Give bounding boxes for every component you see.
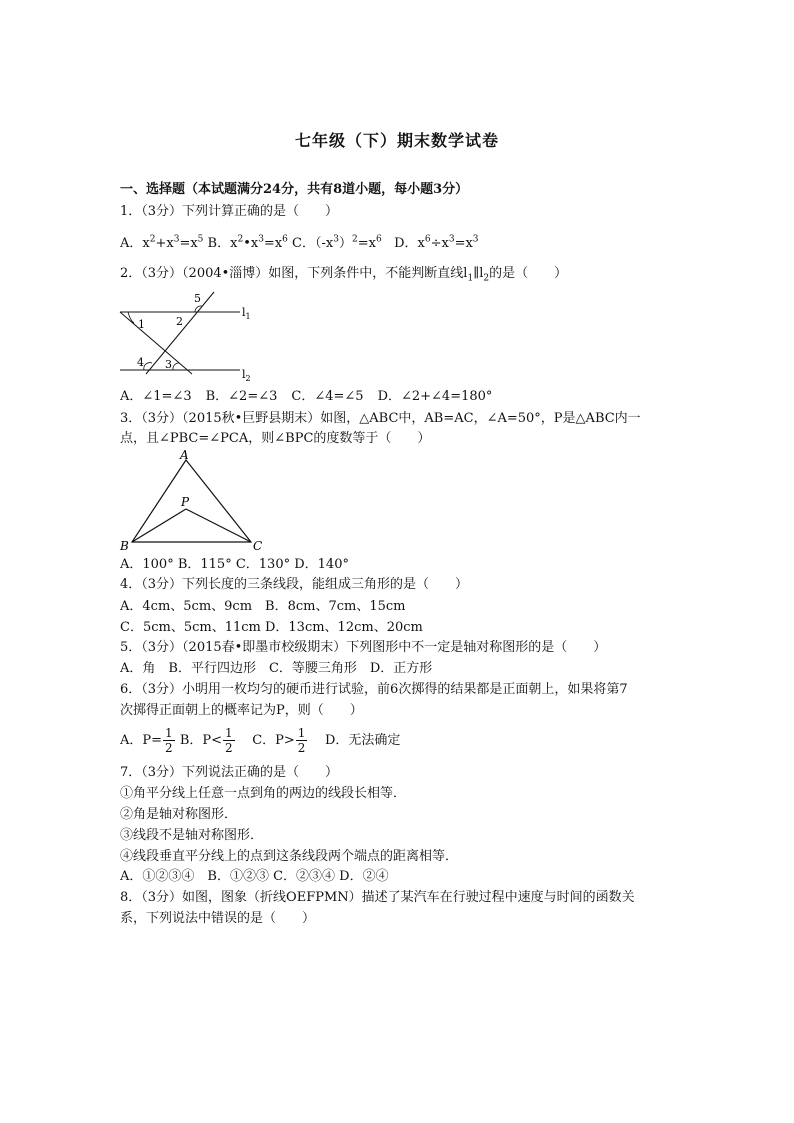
segment-pb <box>132 509 186 542</box>
parallel-lines-figure <box>118 290 268 386</box>
question-4-stem: 4．（3分）下列长度的三条线段，能组成三角形的是（ ） <box>120 577 469 592</box>
question-5-options: A．角 B．平行四边形 C．等腰三角形 D．正方形 <box>120 661 433 676</box>
triangle-abc <box>132 460 251 542</box>
question-4-options-row-2: C．5cm、5cm、11cm D．13cm、12cm、20cm <box>120 620 423 635</box>
question-6-stem-2: 次掷得正面朝上的概率记为P，则（ ） <box>120 703 363 718</box>
option-d-label: D． <box>394 236 418 251</box>
question-3-stem-2: 点，且∠PBC=∠PCA，则∠BPC的度数等于（ ） <box>120 431 431 446</box>
question-7-options: A．①②③④ B．①②③ C．②③④ D．②④ <box>120 869 389 884</box>
option-d: D．无法确定 <box>324 733 401 748</box>
line-label-l2: $l_2$ <box>242 368 251 383</box>
point-label-p: P <box>181 495 190 509</box>
question-3-stem-1: 3．（3分）（2015秋•巨野县期末）如图，△ABC中，AB=AC，∠A=50°，P是△ABC内一 <box>120 411 641 426</box>
option-a-label: A． <box>120 236 143 251</box>
option-a: A．∠1=∠3 <box>120 389 192 404</box>
option-b: B．∠2=∠3 <box>205 389 278 404</box>
vertex-label-b: B <box>120 539 129 553</box>
question-1-options: A．$x^2+x^3=x^5$ B．$x^2•x^3=x^6$ C．$(-x^3)^2=x^6$ D．$x^6\div x^3=x^3$ <box>120 234 479 251</box>
fraction-one-half: $\frac{1}{2}$ <box>225 726 233 755</box>
question-5-stem: 5．（3分）（2015春•即墨市校级期末）下列图形中不一定是轴对称图形的是（ ） <box>120 640 607 655</box>
option-d: D．∠2+∠4=180° <box>377 389 493 404</box>
angle-label-4: 4 <box>137 356 144 369</box>
statement-3: ③线段不是轴对称图形． <box>120 828 264 843</box>
statement-4: ④线段垂直平分线上的点到这条线段两个端点的距离相等． <box>120 849 459 864</box>
transversal-2 <box>146 292 214 374</box>
angle-arc-3 <box>173 363 179 370</box>
angle-label-1: 1 <box>138 318 145 331</box>
line-label-l1: $l_1$ <box>242 306 251 321</box>
option-c-label: C．P> <box>252 733 295 748</box>
question-6-stem-1: 6．（3分）小明用一枚均匀的硬币进行试验，前6次掷得的结果都是正面朝上，如果将第7 <box>120 682 628 697</box>
angle-label-5: 5 <box>194 292 201 305</box>
statement-1: ①角平分线上任意一点到角的两边的线段长相等． <box>120 786 407 801</box>
option-c: C．∠4=∠5 <box>291 389 364 404</box>
question-1-stem: 1．（3分）下列计算正确的是（ ） <box>120 204 339 219</box>
question-2-options <box>120 389 506 405</box>
question-3-options: A．100° B．115° C．130° D．140° <box>120 557 349 572</box>
vertex-label-c: C <box>253 539 263 553</box>
section-heading: 一、选择题（本试题满分24分，共有8道小题，每小题3分） <box>120 182 469 197</box>
segment-pc <box>186 509 251 542</box>
option-b-label: B．P< <box>179 733 223 748</box>
question-7-stem: 7．（3分）下列说法正确的是（ ） <box>120 765 339 780</box>
angle-label-3: 3 <box>165 358 172 371</box>
vertex-label-a: A <box>180 448 189 462</box>
option-a-label: A．P= <box>120 733 163 748</box>
question-6-options <box>120 726 400 755</box>
fraction-one-half: $\frac{1}{2}$ <box>165 726 173 755</box>
question-8-stem-1: 8．（3分）如图，图象（折线OEFPMN）描述了某汽车在行驶过程中速度与时间的函数关 <box>120 890 635 905</box>
triangle-figure <box>118 450 278 556</box>
statement-2: ②角是轴对称图形． <box>120 807 238 822</box>
angle-label-2: 2 <box>176 315 183 328</box>
page-title: 七年级（下）期末数学试卷 <box>294 131 499 150</box>
question-2-stem: 2．（3分）（2004•淄博）如图，下列条件中，不能判断直线$l_1\parallel l_2$的是（ ） <box>120 266 568 284</box>
option-b-label: B． <box>207 236 231 251</box>
option-c-label: C． <box>292 236 315 251</box>
question-8-stem-2: 系，下列说法中错误的是（ ） <box>120 911 316 926</box>
question-4-options-row-1: A．4cm、5cm、9cm B．8cm、7cm、15cm <box>120 599 406 614</box>
fraction-one-half: $\frac{1}{2}$ <box>297 726 306 755</box>
